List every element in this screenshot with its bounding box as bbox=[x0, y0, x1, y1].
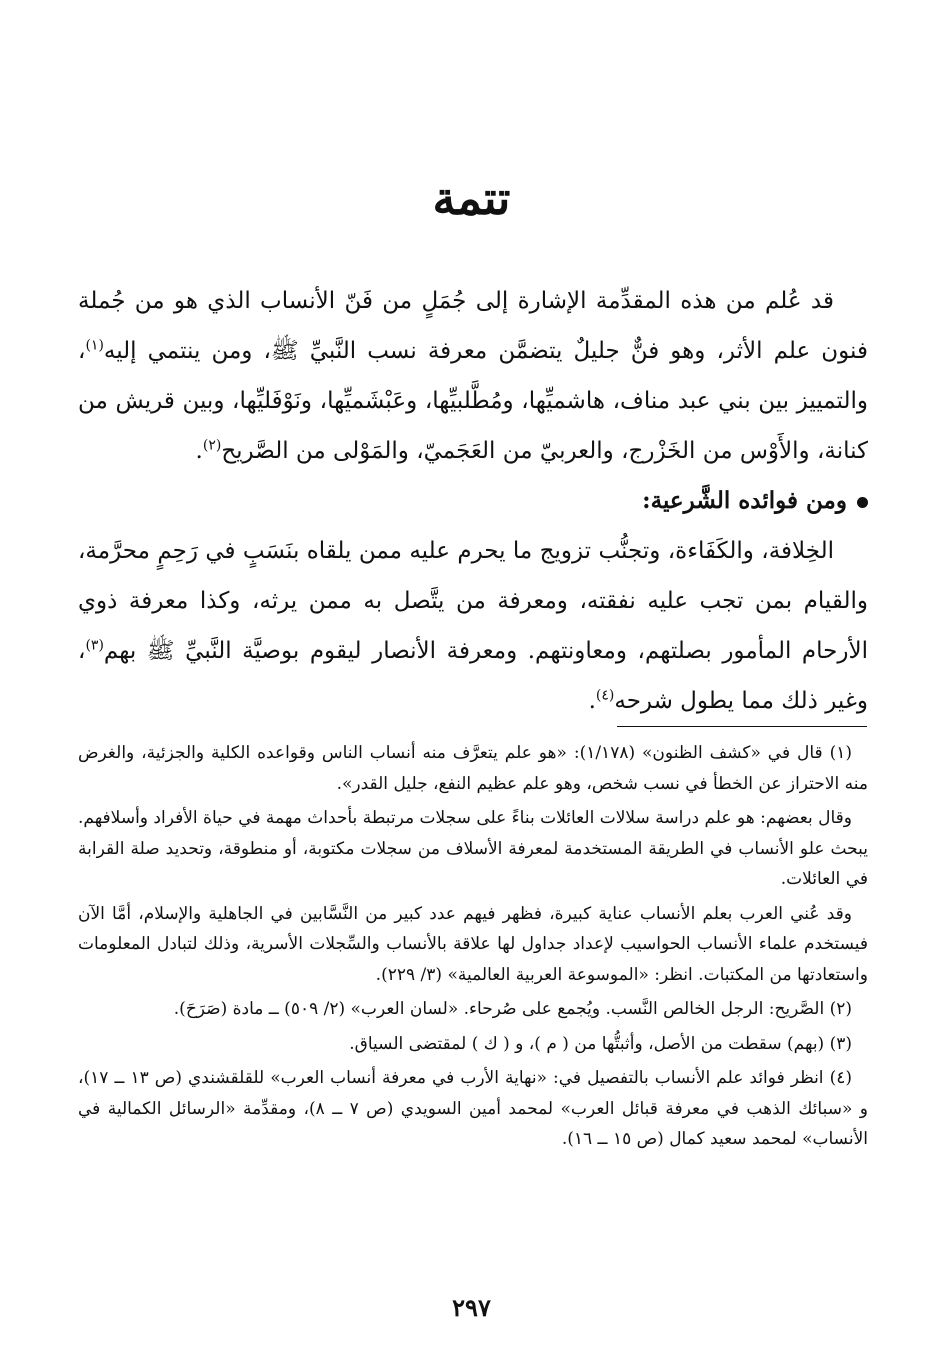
paragraph-1-end: . bbox=[195, 438, 203, 464]
paragraph-1-continued: ، والتمييز بين بني عبد مناف، هاشميِّها، ومُطَّلبيِّها، وعَبْشَميِّها، ونَوْفَليِّها، وبين قريش من كنانة، والأَوْس من الخَزْرج، والعربيّ من العَجَميّ، والمَوْلى من الصَّريح bbox=[78, 338, 868, 464]
bullet-heading-text: ومن فوائده الشَّرعية: bbox=[642, 487, 847, 514]
footnote-divider bbox=[617, 726, 867, 727]
footnote-ref-4: (٤) bbox=[595, 687, 615, 704]
footnote-4: (٤) انظر فوائد علم الأنساب بالتفصيل في: «نهاية الأرب في معرفة أنساب العرب» للقلقشندي (ص ١٣ ــ ١٧)، و «سبائك الذهب في معرفة قبائل العرب» لمحمد أمين السويدي (ص ٧ ــ ٨)، ومقدِّمة «الرسائل الكمالية في الأنساب» لمحمد سعيد كمال (ص ١٥ ــ ١٦). bbox=[78, 1068, 868, 1149]
paragraph-1-text: قد عُلم من هذه المقدِّمة الإشارة إلى جُمَلٍ من فَنّ الأنساب الذي هو من جُملة فنون علم الأثر، وهو فنٌّ جليلٌ يتضمَّن معرفة نسب النَّبيِّ ﷺ، ومن ينتمي إليه bbox=[78, 288, 868, 364]
main-text bbox=[78, 276, 868, 726]
paragraph-2-continued: ، وغير ذلك مما يطول شرحه bbox=[78, 638, 868, 714]
paragraph-2-text: الخِلافة، والكَفَاءة، وتجنُّب تزويج ما يحرم عليه ممن يلقاه بنَسَبٍ في رَحِمٍ محرَّمة، والقيام بمن تجب عليه نفقته، ومعرفة من يتَّصل به ممن يرثه، وكذا معرفة ذوي الأرحام المأمور بصلتهم، ومعاونتهم. ومعرفة الأنصار ليقوم بوصيَّة النَّبيِّ ﷺ بهم bbox=[78, 538, 868, 664]
footnotes bbox=[78, 738, 868, 1159]
footnote-1-continued-b: وقد عُني العرب بعلم الأنساب عناية كبيرة، فظهر فيهم عدد كبير من النَّسَّابين في الجاهلية والإسلام، أمَّا الآن فيستخدم علماء الأنساب الحواسيب لإعداد جداول لها علاقة بالأنساب والسِّجلات الأسرية، وذلك لتبادل المعلومات واستعادتها من المكتبات. انظر: «الموسوعة العربية العالمية» (٣/ ٢٢٩). bbox=[78, 903, 868, 985]
footnote-2: (٢) الصَّريح: الرجل الخالص النَّسب. ويُجمع على صُرحاء. «لسان العرب» (٢/ ٥٠٩) ــ مادة (صَرَحَ). bbox=[173, 999, 852, 1019]
footnote-1-continued-a: وقال بعضهم: هو علم دراسة سلالات العائلات بناءً على سجلات مرتبطة بأحداث مهمة في حياة الأفراد وأسلافهم. يبحث علو الأنساب في الطريقة المستخدمة لمعرفة الأسلاف من سجلات مكتوبة، أو منطوقة، وتحديد صلة القرابة في العائلات. bbox=[78, 808, 868, 889]
footnote-ref-2: (٢) bbox=[202, 437, 222, 454]
page-number: ٢٩٧ bbox=[452, 1293, 491, 1322]
footnote-3: (٣) (بهم) سقطت من الأصل، وأثبتُّها من ( م )، و ( ك ) لمقتضى السياق. bbox=[349, 1033, 852, 1054]
footnote-ref-1: (١) bbox=[85, 337, 104, 354]
paragraph-2 bbox=[78, 526, 868, 726]
section-title: تتمة bbox=[432, 171, 511, 225]
paragraph-2-end: . bbox=[588, 688, 596, 714]
paragraph-1 bbox=[78, 276, 868, 476]
footnote-ref-3: (٣) bbox=[85, 637, 104, 654]
footnote-1: (١) قال في «كشف الظنون» (١/١٧٨): «هو علم يتعرَّف منه أنساب الناس وقواعده الكلية والجزئية، والغرض منه الاحتراز عن الخطأ في نسب شخص، وهو علم عظيم النفع، جليل القدر». bbox=[78, 743, 868, 794]
bullet-dot-icon bbox=[857, 497, 868, 508]
bullet-heading bbox=[78, 476, 868, 526]
